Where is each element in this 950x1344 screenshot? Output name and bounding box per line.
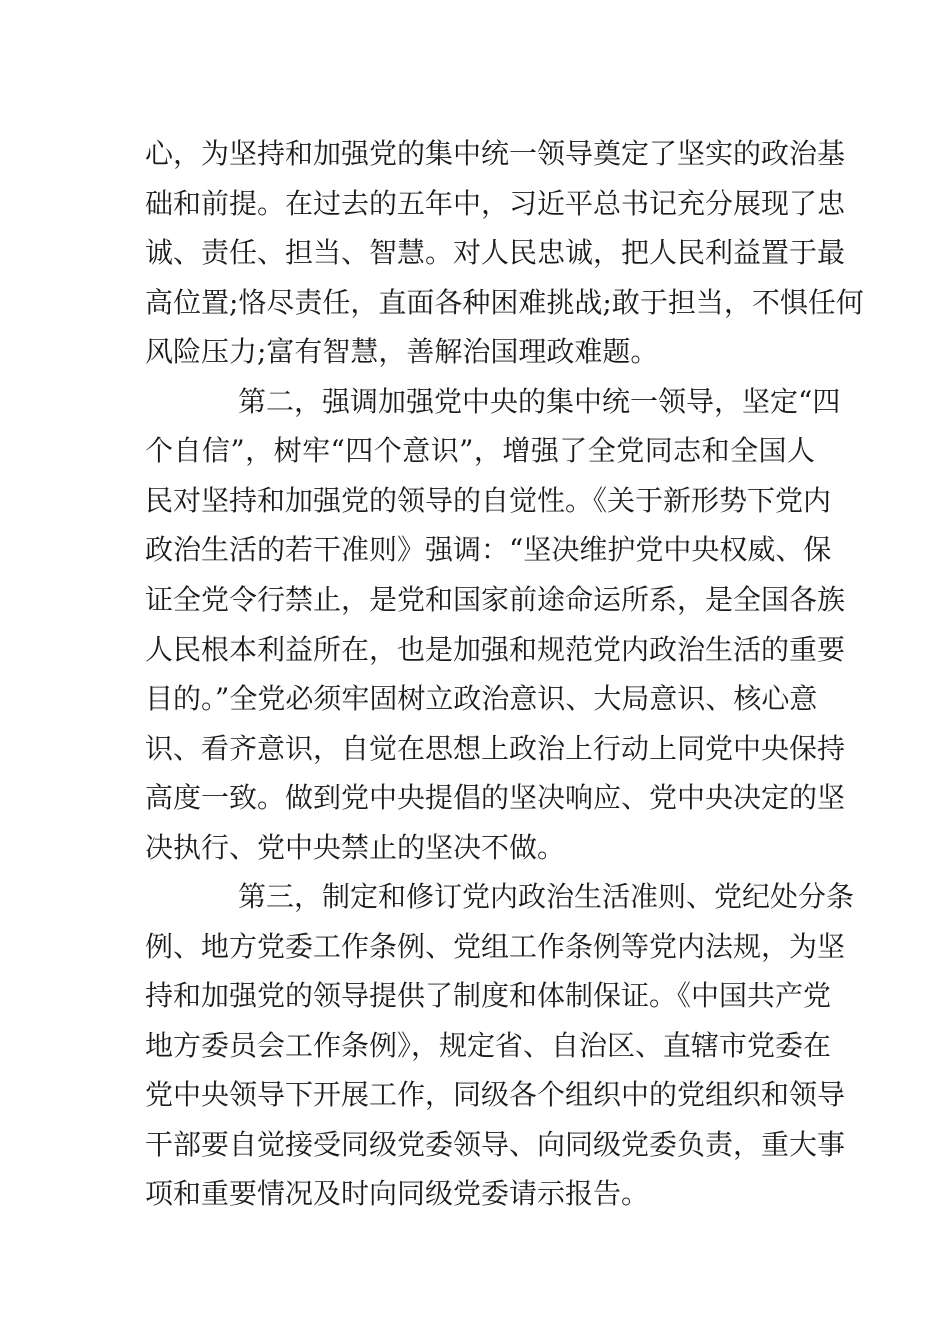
text-line: 例、地方党委工作条例、党组工作条例等党内法规，为坚 xyxy=(145,930,846,963)
paragraph-first-line: 第三，制定和修订党内政治生活准则、党纪处分条 xyxy=(238,880,855,913)
text-line: 识、看齐意识，自觉在思想上政治上行动上同党中央保持 xyxy=(145,732,846,765)
text-line: 人民根本利益所在，也是加强和规范党内政治生活的重要 xyxy=(145,633,846,666)
text-line: 党中央领导下开展工作，同级各个组织中的党组织和领导 xyxy=(145,1078,846,1111)
text-line: 决执行、党中央禁止的坚决不做。 xyxy=(145,831,566,864)
text-line: 政治生活的若干准则》强调：“坚决维护党中央权威、保 xyxy=(145,533,832,566)
text-line: 证全党令行禁止，是党和国家前途命运所系，是全国各族 xyxy=(145,583,846,616)
text-line: 目的。”全党必须牢固树立政治意识、大局意识、核心意 xyxy=(145,682,818,715)
text-line: 干部要自觉接受同级党委领导、向同级党委负责，重大事 xyxy=(145,1128,846,1161)
text-line: 高位置;恪尽责任，直面各种困难挑战;敢于担当，不惧任何 xyxy=(145,286,864,319)
text-line: 地方委员会工作条例》，规定省、自治区、直辖市党委在 xyxy=(145,1029,832,1062)
text-line: 高度一致。做到党中央提倡的坚决响应、党中央决定的坚 xyxy=(145,781,846,814)
text-line: 础和前提。在过去的五年中，习近平总书记充分展现了忠 xyxy=(145,187,846,220)
text-line: 项和重要情况及时向同级党委请示报告。 xyxy=(145,1177,650,1210)
text-line: 持和加强党的领导提供了制度和体制保证。《中国共产党 xyxy=(145,979,832,1012)
text-line: 个自信”，树牢“四个意识”，增强了全党同志和全国人 xyxy=(145,434,815,467)
text-line: 诚、责任、担当、智慧。对人民忠诚，把人民利益置于最 xyxy=(145,236,846,269)
paragraph-first-line: 第二，强调加强党中央的集中统一领导，坚定“四 xyxy=(238,385,841,418)
text-line: 风险压力;富有智慧，善解治国理政难题。 xyxy=(145,335,659,368)
text-line: 民对坚持和加强党的领导的自觉性。《关于新形势下党内 xyxy=(145,484,832,517)
text-line: 心，为坚持和加强党的集中统一领导奠定了坚实的政治基 xyxy=(145,137,846,170)
